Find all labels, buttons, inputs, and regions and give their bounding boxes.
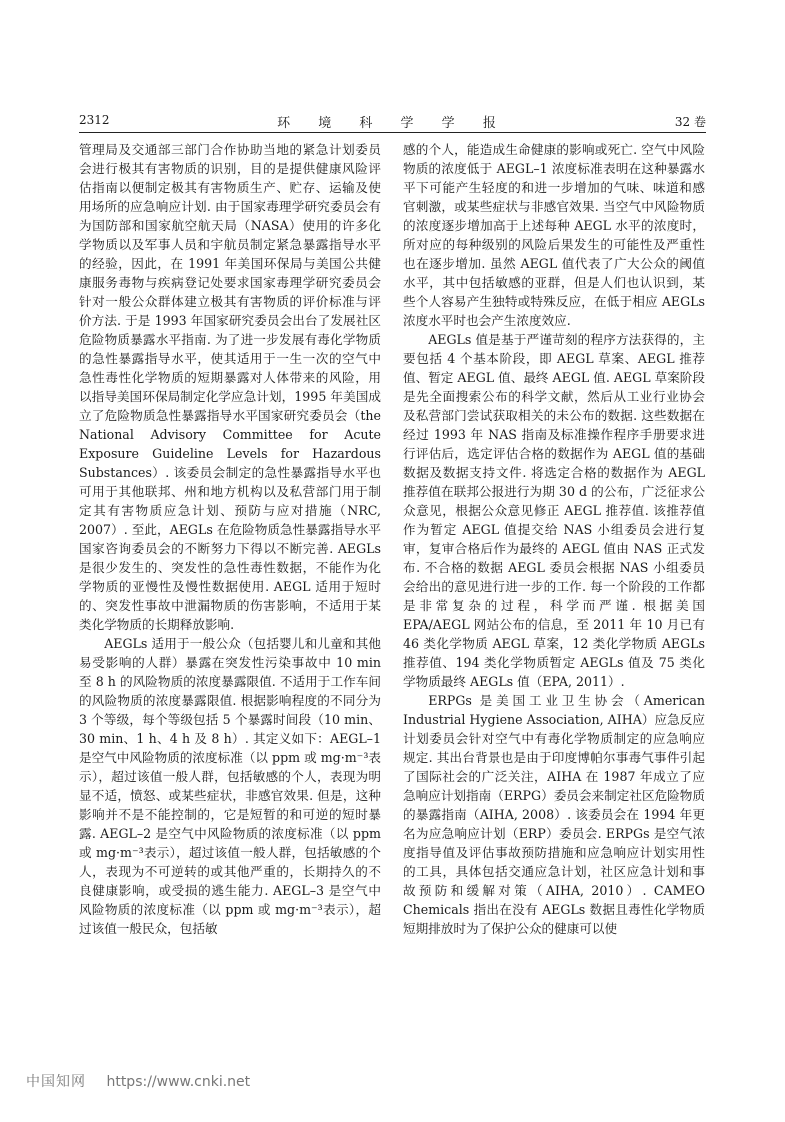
right-column bbox=[403, 140, 705, 938]
paragraph-aegl-history: 管理局及交通部三部门合作协助当地的紧急计划委员会进行极其有害物质的识别，目的是提供健康风险评估指南以便制定极其有害物质生产、贮存、运输及使用场所的应急响应计划. 由于国家毒理学研究委员会有为国防部和国家航空航天局（NASA）使用的许多化学物质以及军事人员和宇航员制定紧急暴露指导水平的经验，因此，在 1991 年美国环保局与美国公共健康服务毒物与疾病登记处要求国家毒理学研究委员会针对一般公众群体建立极其有害物质的评价标准与评价方法. 于是 1993 年国家研究委员会出台了发展社区危险物质暴露水平指南. 为了进一步发展有毒化学物质的急性暴露指导水平，使其适用于一生一次的空气中急性毒性化学物质的短期暴露对人体带来的风险，用以指导美国环保局制定化学应急计划，1995 年美国成立了危险物质急性暴露指导水平国家研究委员会（the National Advisory Committee for Acute Exposure Guideline Levels for Hazardous Substances）. 该委员会制定的急性暴露指导水平也可用于其他联邦、州和地方机构以及私营部门用于制定其有害物质应急计划、预防与应对措施（NRC, 2007）. 至此，AEGLs 在危险物质急性暴露指导水平国家咨询委员会的不断努力下得以不断完善. AEGLs 是很少发生的、突发性的急性毒性数据，不能作为化学物质的亚慢性及慢性数据使用. AEGL 适用于短时的、突发性事故中泄漏物质的伤害影响，不适用于某类化学物质的长期释放影响. bbox=[79, 142, 381, 632]
paragraph-erpg: ERPGs 是美国工业卫生协会（American Industrial Hygiene Association, AIHA）应急反应计划委员会针对空气中有毒化学物质制定的应急响应规定. 其出台背景也是由于印度博帕尔事毒气事件引起了国际社会的广泛关注，AIHA 在 1987 年成立了应急响应计划指南（ERPG）委员会来制定社区危险物质的暴露指南（AIHA, 2008）. 该委员会在 1994 年更名为应急响应计划（ERP）委员会. ERPGs 是空气浓度指导值及评估事故预防措施和应急响应计划实用性的工具，具体包括交通应急计划，社区应急计划和事故预防和缓解对策（AIHA, 2010）. CAMEO Chemicals 指出在没有 AEGLs 数据且毒性化学物质短期排放时为了保护公众的健康可以使 bbox=[403, 693, 705, 936]
cnki-watermark bbox=[26, 1071, 250, 1091]
page-number: 2312 bbox=[79, 113, 110, 127]
cnki-url[interactable]: https://www.cnki.net bbox=[106, 1074, 251, 1090]
cnki-logo-text: 中国知网 bbox=[26, 1074, 86, 1090]
journal-title: 环 境 科 学 学 报 bbox=[277, 116, 508, 131]
left-column bbox=[79, 140, 381, 938]
paragraph-aegl-definition: AEGLs 适用于一般公众（包括婴儿和儿童和其他易受影响的人群）暴露在突发性污染事故中 10 min 至 8 h 的风险物质的浓度暴露限值. 不适用于工作车间的风险物质的浓度暴露限值. 根据影响程度的不同分为 3 个等级，每个等级包括 5 个暴露时间段（10 min、30 min、1 h、4 h 及 8 h）. 其定义如下：AEGL–1 是空气中风险物质的浓度标准（以 ppm 或 mg·m⁻³表示），超过该值一般人群，包括敏感的个人，表现为明显不适，愤怒、或某些症状，非感官效果. 但是，这种影响并不是不能控制的，它是短暂的和可逆的短时暴露. AEGL–2 是空气中风险物质的浓度标准（以 ppm 或 mg·m⁻³表示），超过该值一般人群，包括敏感的个人，表现为不可逆转的或其他严重的，长期持久的不良健康影响，或受损的逃生能力. AEGL–3 是空气中风险物质的浓度标准（以 ppm 或 mg·m⁻³表示），超过该值一般民众，包括敏 bbox=[79, 636, 381, 936]
volume-label: 32 卷 bbox=[674, 115, 706, 129]
paragraph-aegl-continuation: 感的个人，能造成生命健康的影响或死亡. 空气中风险物质的浓度低于 AEGL–1 浓度标准表明在这种暴露水平下可能产生轻度的和进一步增加的气味、味道和感官刺激，或某些症状与非感官效果. 当空气中风险物质的浓度逐步增加高于上述每种 AEGL 水平的浓度时，所对应的每种级别的风险后果发生的可能性及严重性也在逐步增加. 虽然 AEGL 值代表了广大公众的阈值水平，其中包括敏感的亚群，但是人们也认识到，某些个人容易产生独特或特殊反应，在低于相应 AEGLs 浓度水平时也会产生浓度效应. bbox=[403, 142, 705, 328]
paragraph-aegl-procedure: AEGLs 值是基于严谨苛刻的程序方法获得的，主要包括 4 个基本阶段，即 AEGL 草案、AEGL 推荐值、暂定 AEGL 值、最终 AEGL 值. AEGL 草案阶段是先全面搜索公布的科学文献，然后从工业行业协会及私营部门尝试获取相关的未公布的数据. 这些数据在经过 1993 年 NAS 指南及标准操作程序手册要求进行评估后，选定评估合格的数据作为 AEGL 值的基础数据及数据支持文件. 将选定合格的数据作为 AEGL 推荐值在联邦公报进行为期 30 d 的公布，广泛征求公众意见，根据公众意见修正 AEGL 推荐值. 该推荐值作为暂定 AEGL 值提交给 NAS 小组委员会进行复审，复审合格后作为最终的 AEGL 值由 NAS 正式发布. 不合格的数据 AEGL 委员会根据 NAS 小组委员会给出的意见进行进一步的工作. 每一个阶段的工作都是非常复杂的过程，科学而严谨. 根据美国 EPA/AEGL 网站公布的信息，至 2011 年 10 月已有 46 类化学物质 AEGL 草案，12 类化学物质 AEGLs 推荐值、194 类化学物质暂定 AEGLs 值及 75 类化学物质最终 AEGLs 值（EPA, 2011）. bbox=[403, 332, 705, 689]
running-header bbox=[79, 110, 706, 133]
